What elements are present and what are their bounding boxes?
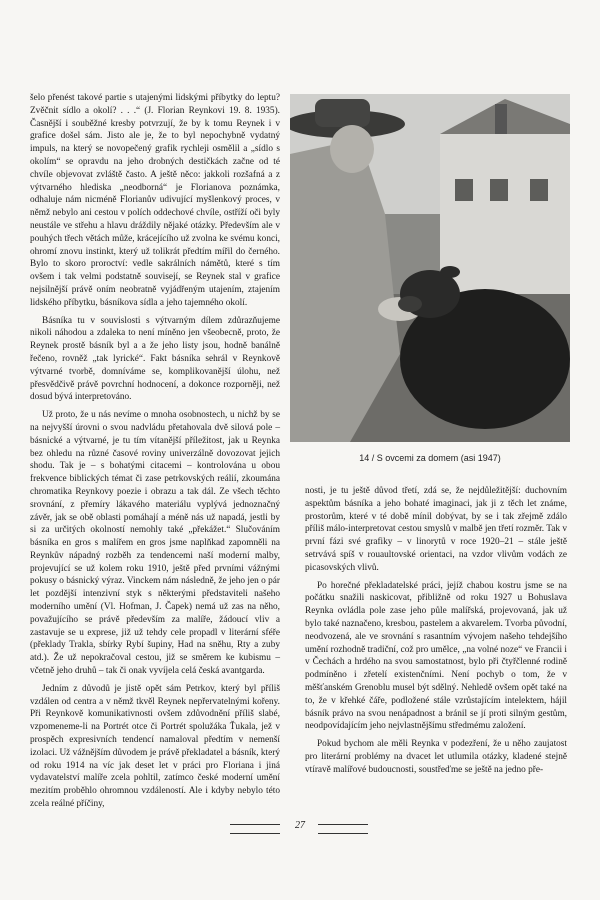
right-text-column: [305, 485, 567, 782]
paragraph: Básníka tu v souvislosti s výtvarným dílem zdůrazňujeme nikoli náhodou a zdaleka to není míněno jen všeobecně, proto, že Reynek prostě básník byl a a že jeho listy jsou, hodně banálně řečeno, rovněž „tak lyrické“. Fakt básníka sehrál v Reynkově výtvarné tvorbě, domníváme se, komplikovanější úlohu, než přesvědčivě právě povrchní hodnocení, a dokonce rozporněji, než dosud bývá interpretováno.: [30, 315, 280, 403]
paragraph: Už proto, že u nás nevíme o mnoha osobnostech, u nichž by se na nejvyšší úrovni o svou nadvládu přetahovala dvě silová pole – básnické a výtvarné, je tu tím vítanější příležitost, jak u Reynka bez ohledu na různé časové roviny univerzálně dovozovat jejich shodu. Tak je – s bohatými citacemi – kontrolována u obou frekvence biblických témat či zase petrkovských reálií, zkoumána chromatika Reynkovy poezie i obrazu a tak dál. Ze všech těchto srovnání, z přemíry lákavého materiálu vyplývá jednoznačný závěr, jak se obě oblasti pomáhají a méně nás už napadá, jestli by si za určitých okolností nemohly také „překážet.“ Slučováním básníka en gros s malířem en gros jsme naplňkad zapomněli na Reynkův nápadný rozběh za tendencemi naší moderní malby, projevující se už kolem roku 1910, ještě před prvními vážnými pokusy o básnický výraz. Vinckem nám následně, že jeho jen o pár let pozdější intenzivní styk s některými představiteli našeho moderního umění (Vl. Hofman, J. Čapek) nemá už zas na něho, považujícího se právě především za malíře, žádoucí vliv a zastavuje se u exprese, již už tehdy cele propadl v literární sféře (překlady Trakla, sbírky Rybí šupiny, Had na sněhu, Rty a zuby atd.). Že už nepokračoval cestou, již se směrem ke kubismu – včetně jeho druhů – tak či onak vyvíjela celá česká avantgarda.: [30, 410, 280, 677]
paragraph: šelo přenést takové partie s utajenými lidskými příbytky do leptu? Zvěčnit sídlo a okolí? . . .“ (J. Florian Reynkovi 19. 8. 1935). Časnější i souběžné kresby potvrzují, že by k tomu Reynek i v grafice došel sám. Jisto ale je, že to byl nepochybně vydatný impuls, na který se novopečený grafik rychleji osmělil a „sídlo s okolím“ se opravdu na jeho drobných destičkách začne od té chvíle objevovat zvláště často. A ještě něco: jakkoli rozšafná a z výtvarného hlediska „neodborná“ je Florianova poznámka, odhaluje nám nicméně Florianův udivující myšlenkový proces, v němž nebylo ani cestou v polích oddechové chvíle, ostříží oči byly neustále ve střehu a hlavu dráždily nějaké otázky. Především ale v pouhých třech větách může, krácejícího už zvolna ke svému konci, ohromí znovu instinkt, který už tolikrát předtím mířil do černého. Bylo to skoro proroctví: vedle sakrálních námětů, které s tím ovšem i tak velmi podstatně souvisejí, se Reynek stal v grafice nejsilnější právě oním neobratně vyjádřeným utajením, ztajením lidského příbytku, básníkova sídla a jeho tajemného okolí.: [30, 93, 280, 308]
page-footer: [0, 820, 600, 840]
photo-illustration: [290, 94, 570, 442]
paragraph: Pokud bychom ale měli Reynka v podezření, že u něho zaujatost pro literární problémy na dvacet let utlumila otázky, kladené stejně vtíravě malířové budoucnosti, soustřeďme se ještě na jedno pře-: [305, 739, 567, 775]
photograph: [290, 94, 570, 442]
page-number: 27: [295, 820, 305, 831]
paragraph: Po horečné překladatelské práci, jejíž chabou kostru jsme se na počátku snažili naskicovat, přibližně od roku 1927 u Bohuslava Reynka ovládla pole zase jeho půle malířská, projevovaná, jak už bylo také naznačeno, kresbou, pastelem a akvarelem. Tvorba původní, neodvozená, ale ve srovnání s rasantním vývojem našeho tehdejšího umění rozhodně tradiční, což pro umělce, „na volné noze“ ve Francii i v Čechách a hrdého na svou samostatnost, bylo při čtyřčlenné rodině podmíněno i zřetelí existenčními. Není pochyb o tom, že v měšťanském Grenoblu musel být sdělný. Nehledě ovšem opět také na to, že v křehké čáře, podložené stále vzrůstajícím intelektem, hájil básník právo na svou nenápadnost a bránil se jí proti silným gestům, neodpovídajícím jeho nejvlastnějšímu středmému založení.: [305, 580, 567, 732]
footer-ornament-right: [318, 824, 368, 834]
photo-caption: 14 / S ovcemi za domem (asi 1947): [359, 453, 501, 463]
paragraph: Jedním z důvodů je jistě opět sám Petrkov, který byl příliš vzdálen od centra a v němž tkvěl Reynek nepřervatelnými kořeny. Při Reynkově komunikativnosti ovšem zdůvodnění příliš slabé, vzpomeneme-li na Portrét otce či Portrét spolužáka Ťukala, jež v prospěch expresivních tendencí namaloval předtím v nemenší izolaci. Už vážnějším důvodem je právě překladatel a básník, který od roku 1914 na víc jak deset let v práci pro Floriana i jiná vydavatelství malíře zcela pohltil, zatímco české moderní umění mezitím proběhlo ohromnou vzdáleností. Ale i kdyby nebylo této zcela reálné příčiny,: [30, 683, 280, 810]
left-text-column: [30, 92, 280, 816]
paragraph: nosti, je tu ještě důvod třetí, zdá se, že nejdůležitější: duchovním aspektům básníka a jeho bohaté imaginaci, jak ji z těch let známe, prostorům, které v té době mínil dobývat, by se i tak zřejmě zdálo příliš málo-interpretovat cestou smyslů v malbě jen třetí rozměr. Tak v první fázi své grafiky – v linorytů v roce 1920–21 – stále ještě setrvává spíš v rouaultovské orientaci, na vzdor vlivům vodách ze picasovských vlivů.: [305, 486, 567, 573]
